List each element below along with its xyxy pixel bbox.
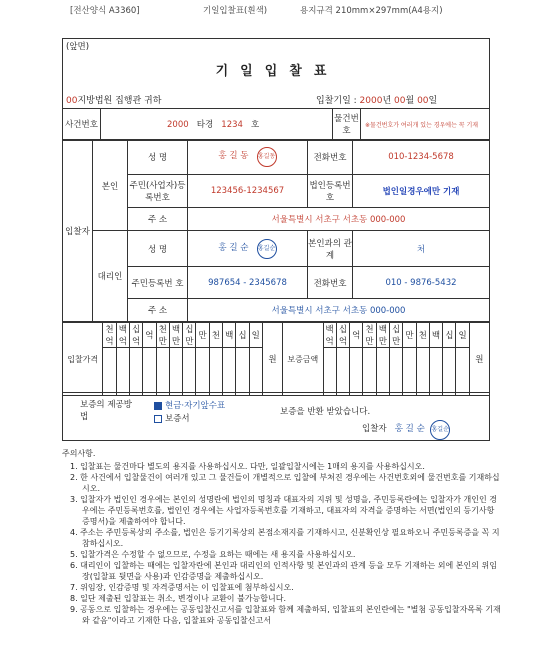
bid-digit[interactable] xyxy=(116,348,129,396)
deposit-unit: 백억 xyxy=(323,323,336,348)
bidder-group-label: 입찰자 xyxy=(63,141,93,322)
bid-digit[interactable] xyxy=(249,348,262,396)
agent-name: 홍 길 순 xyxy=(218,242,249,253)
self-id[interactable]: 123456-1234567 xyxy=(188,174,308,208)
bid-digit[interactable] xyxy=(196,348,209,396)
option-guarantee[interactable] xyxy=(154,412,190,424)
bid-date xyxy=(316,93,437,106)
deposit-unit: 십억 xyxy=(336,323,349,348)
receipt-bidder xyxy=(362,420,450,440)
agent-addr[interactable]: 서울특별시 서초구 서초동 000-000 xyxy=(188,298,490,321)
case-middle: 타경 xyxy=(196,120,214,130)
case-year: 2000 xyxy=(167,120,189,130)
bid-digit[interactable] xyxy=(209,348,222,396)
notes-heading: 주의사항. xyxy=(62,449,96,458)
notes-section xyxy=(62,448,502,626)
bid-unit: 십만 xyxy=(183,323,196,348)
receipt-seal-icon: 홍길순 xyxy=(430,420,450,440)
agent-id-label: 주민등록번 호 xyxy=(128,267,188,299)
self-name-cell[interactable] xyxy=(188,141,308,175)
deposit-unit: 십만 xyxy=(389,323,402,348)
form-title: 기일입찰표 xyxy=(215,64,339,79)
deposit-digit[interactable] xyxy=(376,348,389,396)
court-prefix: 00 xyxy=(66,96,78,106)
date-label: 입찰기일 : xyxy=(316,96,357,106)
date-month-unit: 월 xyxy=(405,96,415,106)
relation-label: 본인과의 관 계 xyxy=(308,231,353,267)
case-no: 1234 xyxy=(221,120,243,130)
note-item: 1. 입찰표는 물건마다 별도의 용지를 사용하십시오. 다만, 일괄입찰시에는 1매의 용지를 사용하십시오. xyxy=(70,462,425,471)
agent-phone[interactable]: 010 - 9876-5432 xyxy=(353,267,490,299)
deposit-digit[interactable] xyxy=(350,348,363,396)
agent-name-label: 성 명 xyxy=(128,231,188,267)
note-item: 2. 한 사건에서 입찰물건이 여러개 있고 그 물건들이 개별적으로 입찰에 부쳐진 경우에는 사건번호외에 물건번호를 기재하십시오. xyxy=(70,473,500,493)
option-guarantee-label: 보증서 xyxy=(165,414,190,424)
deposit-unit: 백만 xyxy=(376,323,389,348)
deposit-method-section xyxy=(62,392,490,441)
self-addr-label: 주 소 xyxy=(128,208,188,231)
paper-size: 용지규격 210mm×297mm(A4용지) xyxy=(300,6,443,16)
bid-digit[interactable] xyxy=(129,348,142,396)
bid-digit[interactable] xyxy=(169,348,182,396)
bid-unit: 천억 xyxy=(103,323,116,348)
bid-digit[interactable] xyxy=(156,348,169,396)
bid-unit: 십 xyxy=(236,323,249,348)
corp-id[interactable]: 법인일경우에만 기재 xyxy=(353,174,490,208)
bidder-table xyxy=(62,140,490,322)
bid-unit: 천 xyxy=(209,323,222,348)
bid-unit: 천만 xyxy=(156,323,169,348)
form-name: 기일입찰표(흰색) xyxy=(203,6,268,16)
bid-won: 원 xyxy=(262,323,282,396)
bid-digit[interactable] xyxy=(143,348,156,396)
receipt-text: 보증을 반환 받았습니다. xyxy=(280,407,371,417)
date-year[interactable]: 2000 xyxy=(359,96,383,106)
self-id-label: 주민(사업자)등록번호 xyxy=(128,174,188,208)
bid-unit: 십억 xyxy=(129,323,142,348)
bid-unit: 백만 xyxy=(169,323,182,348)
deposit-digit[interactable] xyxy=(429,348,442,396)
date-year-unit: 년 xyxy=(382,96,392,106)
bid-digit[interactable] xyxy=(223,348,236,396)
deposit-won: 원 xyxy=(469,323,489,396)
deposit-amount-label: 보증금액 xyxy=(283,323,323,396)
date-month[interactable]: 00 xyxy=(394,96,406,106)
form-header xyxy=(0,0,554,18)
amount-table xyxy=(62,322,490,396)
front-tag: (앞면) xyxy=(66,42,90,52)
bid-unit: 백 xyxy=(223,323,236,348)
self-phone[interactable]: 010-1234-5678 xyxy=(353,141,490,175)
bid-unit: 억 xyxy=(143,323,156,348)
deposit-unit: 십 xyxy=(443,323,456,348)
checkbox-checked-icon[interactable] xyxy=(154,402,162,410)
self-label: 본인 xyxy=(93,141,128,231)
agent-label: 대리인 xyxy=(93,231,128,322)
deposit-unit: 천만 xyxy=(363,323,376,348)
deposit-digit[interactable] xyxy=(336,348,349,396)
deposit-digit[interactable] xyxy=(389,348,402,396)
item-note[interactable]: ※물건번호가 여러개 있는 경우에는 꼭 기재 xyxy=(361,109,490,140)
agent-addr-label: 주 소 xyxy=(128,298,188,321)
deposit-digit[interactable] xyxy=(456,348,469,396)
bid-unit: 일 xyxy=(249,323,262,348)
bid-amount-label: 입찰가격 xyxy=(63,323,103,396)
option-cash-label: 현금·자기앞수표 xyxy=(165,401,226,411)
self-addr[interactable]: 서울특별시 서초구 서초동 000-000 xyxy=(188,208,490,231)
deposit-digit[interactable] xyxy=(416,348,429,396)
note-item: 5. 입찰가격은 수정할 수 없으므로, 수정을 요하는 때에는 새 용지를 사용하십시오. xyxy=(70,550,356,559)
agent-seal-icon: 홍길순 xyxy=(257,239,277,259)
receipt-bidder-label: 입찰자 xyxy=(362,424,387,434)
court-suffix: 지방법원 집행관 귀하 xyxy=(77,96,162,106)
deposit-unit: 백 xyxy=(429,323,442,348)
option-cash[interactable] xyxy=(154,399,225,411)
checkbox-icon[interactable] xyxy=(154,415,162,423)
agent-name-cell[interactable] xyxy=(188,231,308,267)
bid-unit: 만 xyxy=(196,323,209,348)
note-item: 6. 대리인이 입찰하는 때에는 입찰자란에 본인과 대리인의 인적사항 및 본인과의 관계 등을 모두 기재하는 외에 본인의 위임장(입찰표 뒷면을 사용)과 인감증명을 제출하십시오. xyxy=(70,561,497,581)
item-label: 물건번호 xyxy=(333,109,361,140)
court-line xyxy=(66,93,161,106)
bid-unit: 백억 xyxy=(116,323,129,348)
date-day[interactable]: 00 xyxy=(417,96,429,106)
bid-digit[interactable] xyxy=(236,348,249,396)
case-label: 사건번호 xyxy=(63,109,101,140)
deposit-unit: 억 xyxy=(350,323,363,348)
note-item: 4. 주소는 주민등록상의 주소를, 법인은 등기기록상의 본점소재지를 기재하시고, 신분확인상 필요하오니 주민등록증을 꼭 지참하십시오. xyxy=(70,528,500,548)
self-name-label: 성 명 xyxy=(128,141,188,175)
case-unit: 호 xyxy=(251,120,260,130)
self-seal-icon: 홍길동 xyxy=(257,147,277,167)
deposit-unit: 만 xyxy=(403,323,416,348)
agent-phone-label: 전화번호 xyxy=(308,267,353,299)
deposit-digit[interactable] xyxy=(363,348,376,396)
receipt-bidder-name[interactable]: 홍 길 순 xyxy=(394,424,425,434)
date-day-unit: 일 xyxy=(428,96,438,106)
form-code: [전산양식 A3360] xyxy=(70,6,140,16)
deposit-unit: 일 xyxy=(456,323,469,348)
note-item: 8. 일단 제출된 입찰표는 취소, 변경이나 교환이 불가능합니다. xyxy=(70,594,286,603)
relation[interactable]: 처 xyxy=(353,231,490,267)
deposit-digit[interactable] xyxy=(323,348,336,396)
deposit-digit[interactable] xyxy=(443,348,456,396)
case-number-cell[interactable] xyxy=(101,109,333,140)
note-item: 7. 위임장, 인감증명 및 자격증명서는 이 입찰표에 첨부하십시오. xyxy=(70,583,294,592)
agent-id[interactable]: 987654 - 2345678 xyxy=(188,267,308,299)
case-table xyxy=(62,108,490,140)
corp-id-label: 법인등록번호 xyxy=(308,174,353,208)
deposit-digit[interactable] xyxy=(403,348,416,396)
bid-digit[interactable] xyxy=(183,348,196,396)
deposit-method-label: 보증의 제공방법 xyxy=(80,400,132,422)
note-item: 3. 입찰자가 법인인 경우에는 본인의 성명란에 법인의 명칭과 대표자의 지위 및 성명을, 주민등록란에는 입찰자가 개인인 경우에는 주민등록번호를, 법인인 경우에는 사업자등록번호를 기재하고, 대표자의 자격을 증명하는 서면(법인의 등기사항증명서)을 제출하여야 합니다. xyxy=(70,495,497,526)
self-name: 홍 길 동 xyxy=(218,151,249,162)
self-phone-label: 전화번호 xyxy=(308,141,353,175)
deposit-unit: 천 xyxy=(416,323,429,348)
note-item: 9. 공동으로 입찰하는 경우에는 공동입찰신고서를 입찰표와 함께 제출하되, 입찰표의 본인란에는 "별첨 공동입찰자목록 기재와 같음"이라고 기재한 다음, 입찰표와 공동입찰신고서 xyxy=(70,605,501,625)
bid-digit[interactable] xyxy=(103,348,116,396)
